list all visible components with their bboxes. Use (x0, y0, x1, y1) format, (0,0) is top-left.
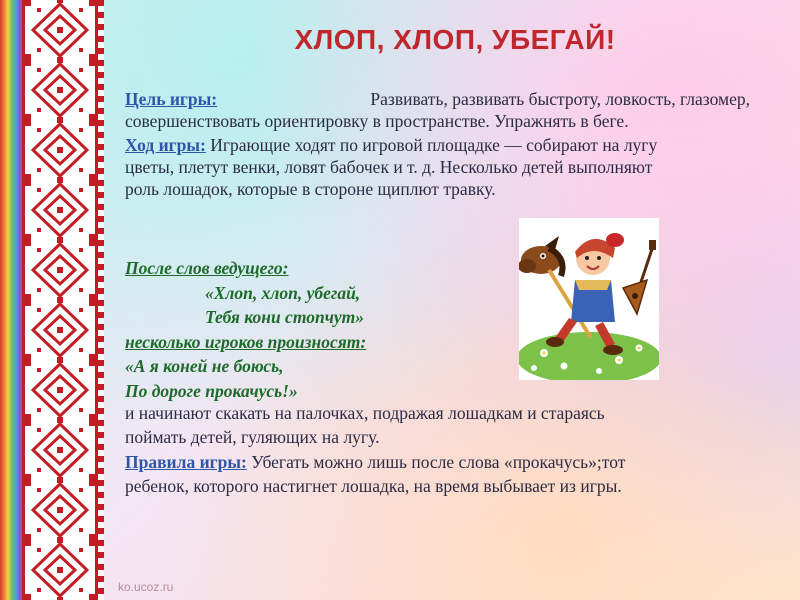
progress-text-3: роль лошадок, которые в стороне щиплют травку. (125, 179, 496, 199)
continuation-line-1: и начинают скакать на палочках, подражая лошадкам и стараясь (125, 403, 605, 423)
continuation-line-2: поймать детей, гуляющих на лугу. (125, 427, 380, 447)
ornament-border (22, 0, 98, 600)
rules-paragraph (125, 450, 765, 498)
progress-paragraph (125, 134, 760, 200)
rules-text-2: ребенок, которого настигнет лошадка, на время выбывает из игры. (125, 476, 622, 496)
illustration-image (519, 218, 659, 380)
rules-label: Правила игры: (125, 452, 247, 472)
goal-paragraph (125, 88, 750, 132)
verse-players: несколько игроков произносят: (125, 331, 367, 352)
progress-label: Ход игры: (125, 135, 206, 155)
progress-text-1: Играющие ходят по игровой площадке — собирают на лугу (205, 135, 658, 155)
ornament-edge (98, 0, 104, 600)
goal-text-2: совершенствовать ориентировку в пространстве. Упражнять в беге. (125, 111, 629, 131)
page-title: ХЛОП, ХЛОП, УБЕГАЙ! (294, 24, 616, 55)
verse-line-3: «А я коней не боюсь, (125, 356, 284, 376)
verse-block (125, 256, 525, 403)
verse-intro: После слов ведущего: (125, 258, 289, 278)
goal-text-1: Развивать, развивать быстроту, ловкость, глазомер, (370, 89, 750, 109)
goal-label: Цель игры: (125, 89, 218, 109)
verse-line-4: По дороге прокачусь!» (125, 380, 298, 401)
verse-line-2: Тебя кони стопчут» (205, 307, 365, 327)
verse-line-1: «Хлоп, хлоп, убегай, (205, 282, 361, 303)
continuation-paragraph (125, 401, 765, 449)
ornament-pattern (25, 0, 95, 600)
rules-text-1: Убегать можно лишь после слова «прокачусь»;тот (246, 452, 626, 472)
progress-text-2: цветы, плетут венки, ловят бабочек и т. д. Несколько детей выполняют (125, 157, 653, 177)
watermark-text: ko.ucoz.ru (118, 580, 174, 594)
rainbow-border (0, 0, 22, 600)
